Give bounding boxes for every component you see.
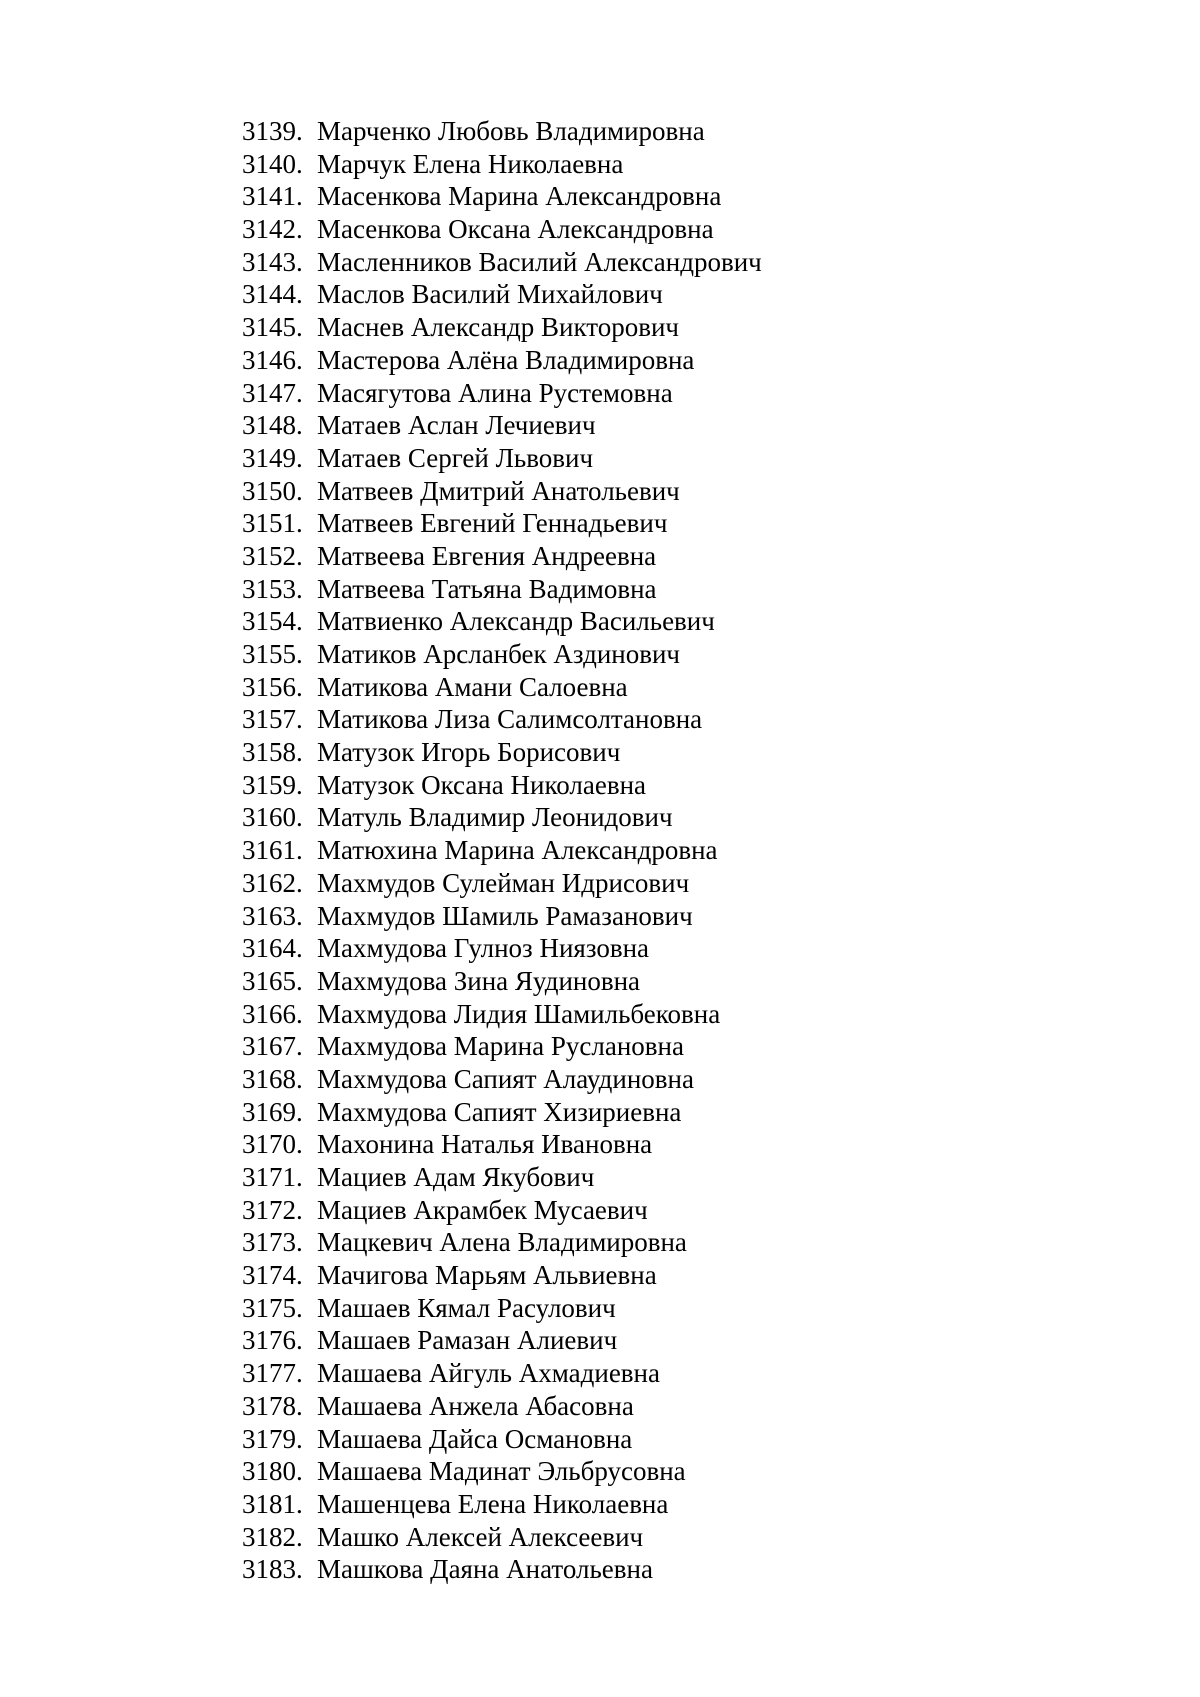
entry-number: 3161. [242,835,303,866]
person-full-name: Матвеев Дмитрий Анатольевич [317,475,680,506]
person-full-name: Машаева Дайса Османовна [317,1423,633,1454]
list-item [242,1063,762,1096]
entry-number: 3140. [242,148,303,179]
entry-number: 3181. [242,1488,303,1519]
entry-number: 3158. [242,737,303,768]
list-item [242,573,762,606]
entry-number: 3166. [242,998,303,1029]
person-full-name: Махмудов Сулейман Идрисович [317,867,690,898]
person-full-name: Машкова Даяна Анатольевна [317,1554,653,1585]
list-item [242,1324,762,1357]
entry-number: 3147. [242,377,303,408]
entry-number: 3154. [242,606,303,637]
list-item [242,1226,762,1259]
entry-number: 3141. [242,181,303,212]
person-full-name: Мастерова Алёна Владимировна [317,344,695,375]
list-item [242,507,762,540]
entry-number: 3180. [242,1456,303,1487]
entry-number: 3171. [242,1162,303,1192]
list-item [242,1194,762,1227]
entry-number: 3152. [242,540,303,571]
person-full-name: Махмудова Сапият Алаудиновна [317,1063,694,1094]
list-item [242,311,762,344]
entry-number: 3142. [242,214,303,245]
list-item [242,246,762,279]
person-full-name: Матвиенко Александр Васильевич [317,606,715,637]
person-full-name: Мациев Акрамбек Мусаевич [317,1194,648,1225]
list-item [242,932,762,965]
list-item [242,1423,762,1456]
entry-number: 3170. [242,1129,303,1160]
person-full-name: Матюхина Марина Александровна [317,835,718,866]
list-item [242,1292,762,1325]
person-full-name: Махмудов Шамиль Рамазанович [317,900,693,931]
list-item [242,344,762,377]
list-item [242,442,762,475]
entry-number: 3183. [242,1554,303,1585]
person-full-name: Матуль Владимир Леонидович [317,802,673,833]
list-item [242,1259,762,1292]
list-item [242,671,762,704]
list-item [242,1096,762,1129]
person-full-name: Матузок Оксана Николаевна [317,769,646,800]
list-item [242,638,762,671]
list-item [242,998,762,1031]
list-item [242,736,762,769]
entry-number: 3173. [242,1227,303,1258]
list-item [242,180,762,213]
entry-number: 3176. [242,1325,303,1356]
entry-number: 3163. [242,900,303,931]
person-full-name: Матвеева Татьяна Вадимовна [317,573,657,604]
list-item [242,1553,762,1586]
person-full-name: Матаев Аслан Лечиевич [317,410,596,441]
person-full-name: Марчук Елена Николаевна [317,148,624,179]
entry-number: 3178. [242,1390,303,1421]
list-item [242,213,762,246]
entry-number: 3146. [242,344,303,375]
entry-number: 3143. [242,246,303,277]
entry-number: 3182. [242,1521,303,1552]
person-full-name: Матузок Игорь Борисович [317,737,621,768]
list-item [242,148,762,181]
list-item [242,1390,762,1423]
entry-number: 3145. [242,312,303,343]
person-full-name: Маснев Александр Викторович [317,312,679,343]
list-item [242,1128,762,1161]
person-full-name: Матиков Арсланбек Аздинович [317,639,680,669]
person-full-name: Марченко Любовь Владимировна [317,116,705,146]
list-item [242,1030,762,1063]
entry-number: 3164. [242,933,303,964]
list-item [242,834,762,867]
entry-number: 3167. [242,1031,303,1062]
person-full-name: Махмудова Лидия Шамильбековна [317,998,721,1029]
person-full-name: Машенцева Елена Николаевна [317,1488,669,1519]
list-item [242,540,762,573]
entry-number: 3139. [242,116,303,146]
entry-number: 3151. [242,508,303,539]
person-full-name: Машаев Кямал Расулович [317,1292,616,1323]
person-full-name: Матвеева Евгения Андреевна [317,540,657,571]
list-item [242,475,762,508]
list-item [242,801,762,834]
entry-number: 3159. [242,769,303,800]
list-item [242,605,762,638]
entry-number: 3179. [242,1423,303,1454]
person-full-name: Машаева Мадинат Эльбрусовна [317,1456,686,1487]
list-item [242,1521,762,1554]
list-item [242,377,762,410]
entry-number: 3169. [242,1096,303,1127]
entry-number: 3162. [242,867,303,898]
entry-number: 3155. [242,639,303,669]
entry-number: 3177. [242,1358,303,1389]
person-full-name: Машаев Рамазан Алиевич [317,1325,618,1356]
person-full-name: Махонина Наталья Ивановна [317,1129,653,1160]
entry-number: 3157. [242,704,303,735]
person-full-name: Масленников Василий Александрович [317,246,762,277]
list-item [242,1357,762,1390]
person-full-name: Мациев Адам Якубович [317,1162,595,1192]
person-full-name: Матаев Сергей Львович [317,442,594,473]
entry-number: 3172. [242,1194,303,1225]
entry-number: 3168. [242,1063,303,1094]
person-full-name: Махмудова Гулноз Ниязовна [317,933,650,964]
person-full-name: Машаева Айгуль Ахмадиевна [317,1358,660,1389]
list-item [242,278,762,311]
list-item [242,1488,762,1521]
entry-number: 3144. [242,279,303,310]
list-item [242,1455,762,1488]
person-full-name: Машаева Анжела Абасовна [317,1390,634,1421]
person-full-name: Махмудова Сапият Хизириевна [317,1096,682,1127]
entry-number: 3149. [242,442,303,473]
person-full-name: Мацкевич Алена Владимировна [317,1227,687,1258]
person-full-name: Маслов Василий Михайлович [317,279,663,310]
person-full-name: Масенкова Оксана Александровна [317,214,714,245]
entry-number: 3175. [242,1292,303,1323]
entry-number: 3174. [242,1260,303,1291]
list-item [242,900,762,933]
person-full-name: Масенкова Марина Александровна [317,181,722,212]
entry-number: 3150. [242,475,303,506]
entry-number: 3165. [242,965,303,996]
entry-number: 3153. [242,573,303,604]
list-item [242,965,762,998]
person-full-name: Масягутова Алина Рустемовна [317,377,673,408]
person-full-name: Матвеев Евгений Геннадьевич [317,508,668,539]
list-item [242,769,762,802]
entry-number: 3160. [242,802,303,833]
list-item [242,115,762,148]
list-item [242,867,762,900]
person-full-name: Махмудова Марина Руслановна [317,1031,684,1062]
person-full-name: Машко Алексей Алексеевич [317,1521,644,1552]
entry-number: 3148. [242,410,303,441]
list-item [242,1161,762,1194]
numbered-name-list [242,115,762,1586]
list-item [242,409,762,442]
person-full-name: Махмудова Зина Яудиновна [317,965,641,996]
person-full-name: Мачигова Марьям Альвиевна [317,1260,657,1291]
entry-number: 3156. [242,671,303,702]
person-full-name: Матикова Амани Салоевна [317,671,628,702]
list-item [242,703,762,736]
person-full-name: Матикова Лиза Салимсолтановна [317,704,703,735]
